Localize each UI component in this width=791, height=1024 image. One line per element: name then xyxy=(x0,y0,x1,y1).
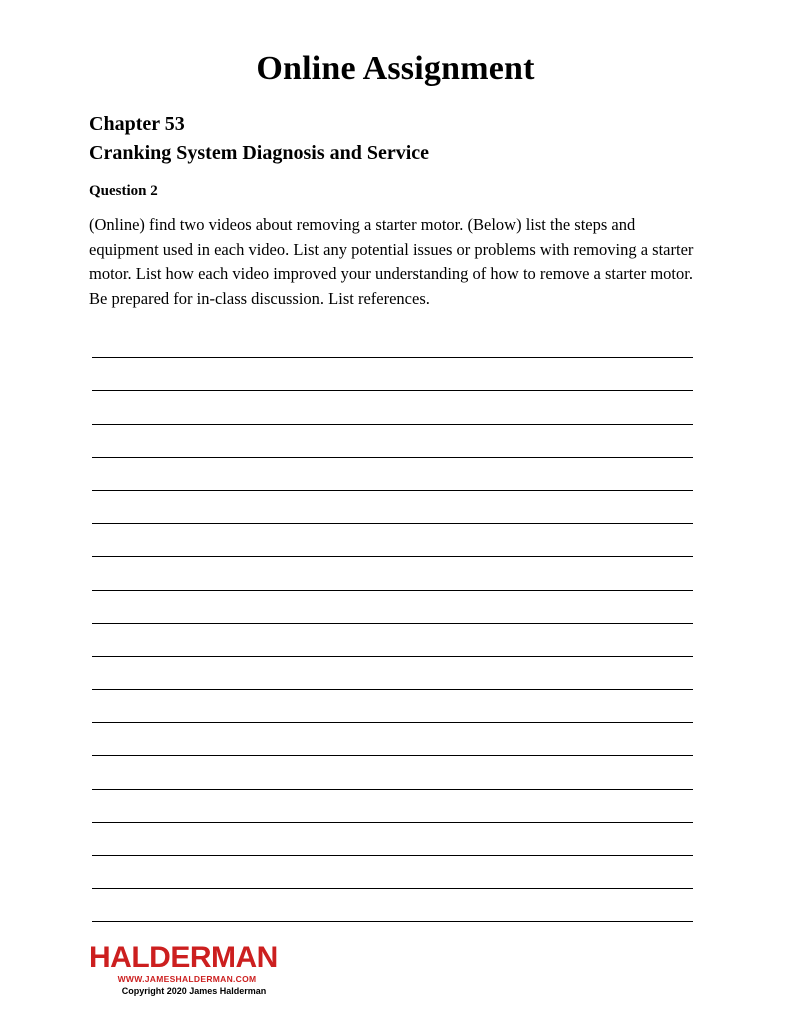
footer-copyright: Copyright 2020 James Halderman xyxy=(121,986,267,996)
chapter-number: Chapter 53 xyxy=(89,113,185,135)
halderman-logo: HALDERMAN xyxy=(89,941,278,974)
answer-line[interactable] xyxy=(92,889,693,922)
answer-line[interactable] xyxy=(92,690,693,723)
answer-line[interactable] xyxy=(92,856,693,889)
chapter-name: Cranking System Diagnosis and Service xyxy=(89,142,430,164)
answer-lines xyxy=(92,325,693,922)
footer xyxy=(89,943,389,996)
answer-line[interactable] xyxy=(92,524,693,557)
answer-line[interactable] xyxy=(92,391,693,424)
answer-line[interactable] xyxy=(92,657,693,690)
answer-line[interactable] xyxy=(92,790,693,823)
page-title: Online Assignment xyxy=(256,50,535,87)
chapter-heading xyxy=(89,110,709,168)
answer-line[interactable] xyxy=(92,557,693,590)
answer-line[interactable] xyxy=(92,591,693,624)
answer-line[interactable] xyxy=(92,491,693,524)
answer-line[interactable] xyxy=(92,823,693,856)
question-text: (Online) find two videos about removing a starter motor. (Below) list the steps and equipment used in each video. List any potential issues or problems with removing a starter motor. List how each video improved your understanding of how to remove a starter motor. Be prepared for in-class discussion. List references. xyxy=(89,215,694,308)
answer-line[interactable] xyxy=(92,458,693,491)
footer-website: WWW.JAMESHALDERMAN.COM xyxy=(117,974,257,984)
answer-line[interactable] xyxy=(92,723,693,756)
answer-line[interactable] xyxy=(92,358,693,391)
answer-line[interactable] xyxy=(92,624,693,657)
answer-line[interactable] xyxy=(92,425,693,458)
question-label: Question 2 xyxy=(89,183,158,199)
answer-line[interactable] xyxy=(92,325,693,358)
answer-line[interactable] xyxy=(92,756,693,789)
